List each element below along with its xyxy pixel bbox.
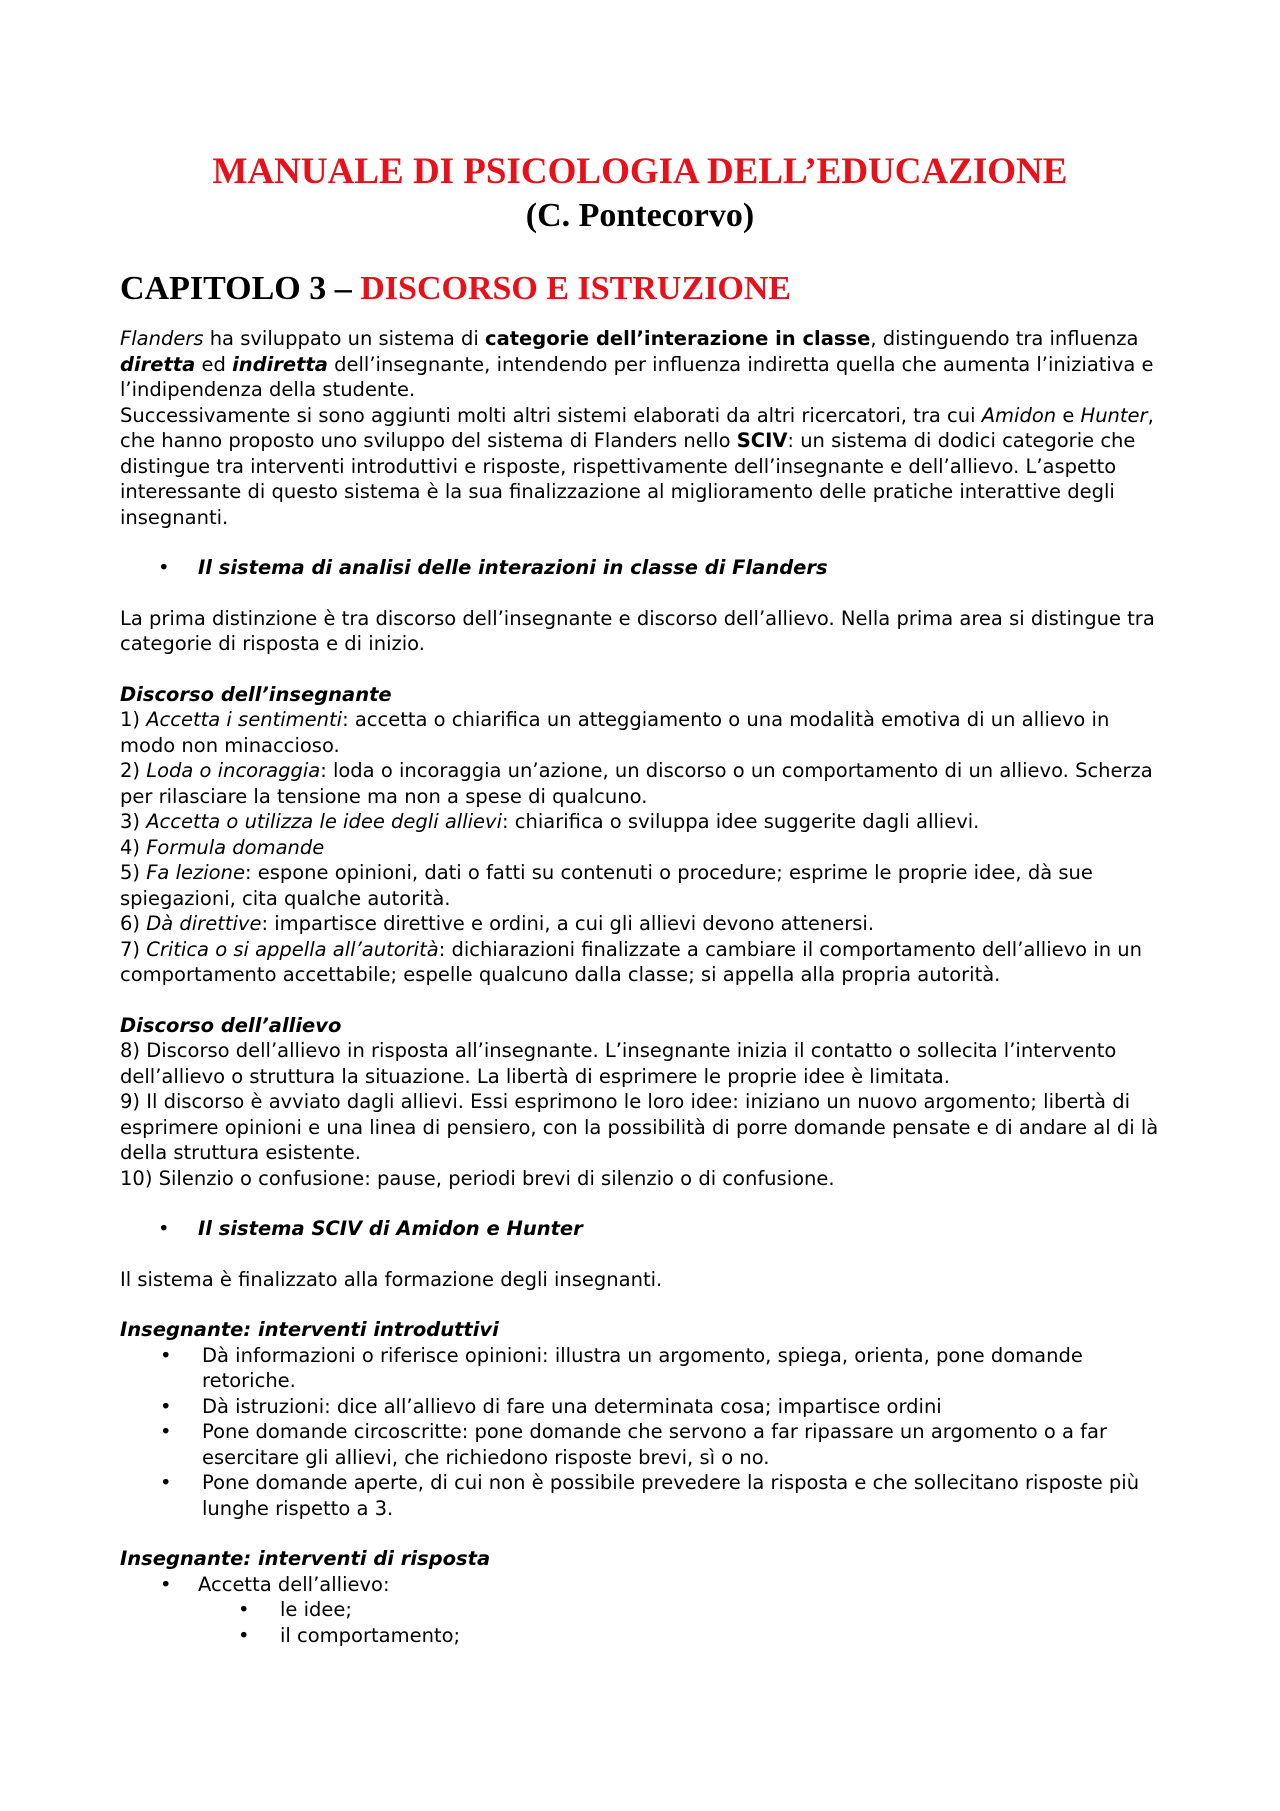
list-item-text: Dà informazioni o riferisce opinioni: illustra un argomento, spiega, orienta, pone domande retoriche. (202, 1343, 1083, 1392)
list-item-text: Pone domande aperte, di cui non è possibile prevedere la risposta e che sollecitano risposte più lunghe rispetto a 3. (202, 1471, 1140, 1520)
intro-paragraph-1 (120, 326, 1160, 403)
list-item: 10) Silenzio o confusione: pause, periodi brevi di silenzio o di confusione. (120, 1166, 835, 1190)
bullet-icon: • (160, 1420, 172, 1443)
document-author: (C. Pontecorvo) (525, 197, 755, 234)
bullet-icon: • (160, 1394, 172, 1418)
intro-categorie: categorie dell’interazione in classe (485, 327, 871, 350)
bullet-icon: • (160, 1471, 172, 1494)
section-1-heading-text: Il sistema di analisi delle interazioni in classe di Flanders (198, 556, 828, 579)
list-item-text: il comportamento; (280, 1623, 461, 1647)
list-item (120, 860, 1160, 911)
item-description: : impartisce direttive e ordini, a cui gli allievi devono attenersi. (261, 912, 875, 935)
item-number: 5) (120, 861, 147, 884)
intro-text: : un sistema di dodici categorie che distingue tra interventi introduttivi e risposte, rispettivamente dell’insegnante e dell’allievo. L’aspetto interessante di questo sistema è la sua finalizzazione al miglioramento delle pratiche interattive degli insegnanti. (120, 429, 1136, 529)
intro-hunter: Hunter (1080, 403, 1148, 427)
bullet-icon: • (158, 1217, 170, 1240)
list-item-text: Pone domande circoscritte: pone domande che servono a far ripassare un argomento o a far esercitare gli allievi, che richiedono risposte brevi, sì o no. (202, 1420, 1108, 1469)
bullet-icon: • (238, 1623, 250, 1647)
item-term: Loda o incoraggia (146, 759, 321, 782)
intro-text: ed (195, 352, 233, 376)
item-term: Accetta i sentimenti (146, 708, 343, 731)
intro-sciv: SCIV (736, 429, 788, 452)
item-description: : dichiarazioni finalizzate a cambiare il comportamento dell’allievo in un comportamento accettabile; espelle qualcuno dalla classe; si appella alla propria autorità. (120, 937, 1142, 986)
list-item (120, 1419, 1160, 1470)
intro-indiretta: indiretta (232, 352, 328, 376)
intro-text: dell’insegnante, intendendo per influenza indiretta quella che aumenta l’iniziativa e l’indipendenza della studente. (120, 352, 1154, 401)
intro-diretta: diretta (120, 352, 196, 376)
item-number: 1) (120, 708, 147, 731)
item-term: Critica o si appella all’autorità (146, 937, 439, 961)
list-item (120, 758, 1160, 809)
chapter-name: DISCORSO E ISTRUZIONE (360, 270, 792, 307)
chapter-heading (120, 268, 1160, 310)
item-term: Formula domande (146, 835, 325, 859)
item-description: : chiarifica o sviluppa idee suggerite dagli allievi. (502, 810, 980, 833)
item-description: : loda o incoraggia un’azione, un discorso o un comportamento di un allievo. Scherza per rilasciare la tensione ma non a spese di qualcuno. (120, 759, 1153, 808)
introductory-interventions-list (120, 1343, 1160, 1522)
chapter-prefix: CAPITOLO 3 – (120, 270, 361, 307)
bullet-icon: • (238, 1598, 250, 1621)
response-sublist (120, 1597, 1160, 1648)
item-number: 6) (120, 912, 147, 935)
bullet-icon: • (160, 1343, 172, 1367)
intro-flanders: Flanders (120, 327, 204, 350)
section-2-heading (120, 1216, 1160, 1242)
intro-paragraph-2 (120, 403, 1160, 531)
item-number: 4) (120, 835, 147, 859)
item-number: 3) (120, 810, 147, 833)
teacher-discourse-heading: Discorso dell’insegnante (120, 682, 392, 706)
section-2-heading-text: Il sistema SCIV di Amidon e Hunter (198, 1217, 583, 1240)
list-item (120, 1572, 1160, 1649)
student-discourse-heading: Discorso dell’allievo (120, 1013, 342, 1037)
list-item: 8) Discorso dell’allievo in risposta all’insegnante. L’insegnante inizia il contatto o sollecita l’intervento dell’allievo o struttura la situazione. La libertà di esprimere le proprie idee è limitata. (120, 1039, 1117, 1088)
intro-text: , distinguendo tra influenza (870, 327, 1139, 350)
item-description: : espone opinioni, dati o fatti su contenuti o procedure; esprime le proprie idee, dà sue spiegazioni, cita qualche autorità. (120, 861, 1093, 910)
section-1-heading (120, 555, 1160, 581)
list-item (120, 835, 1160, 861)
intro-amidon: Amidon (981, 403, 1057, 427)
list-item (120, 1597, 1160, 1623)
list-item (120, 809, 1160, 835)
intro-text: ha sviluppato un sistema di (203, 327, 486, 350)
list-item-text: Dà istruzioni: dice all’allievo di fare una determinata cosa; impartisce ordini (202, 1394, 942, 1418)
item-description: : accetta o chiarifica un atteggiamento o una modalità emotiva di un allievo in modo non minaccioso. (120, 708, 1110, 757)
item-number: 2) (120, 759, 147, 782)
section-1-intro: La prima distinzione è tra discorso dell’insegnante e discorso dell’allievo. Nella prima area si distingue tra categorie di risposta e di inizio. (120, 606, 1155, 655)
teacher-discourse-list (120, 707, 1160, 988)
item-number: 7) (120, 937, 147, 961)
document-title: MANUALE DI PSICOLOGIA DELL’EDUCAZIONE (212, 151, 1068, 192)
item-term: Fa lezione (146, 861, 245, 884)
intro-text: Successivamente si sono aggiunti molti altri sistemi elaborati da altri ricercatori, tra cui (120, 403, 982, 427)
item-term: Dà direttive (146, 912, 262, 935)
response-interventions-heading: Insegnante: interventi di risposta (120, 1547, 491, 1570)
intro-text: , che hanno proposto uno sviluppo del sistema di Flanders nello (120, 403, 1154, 452)
list-item (120, 911, 1160, 937)
list-item (120, 707, 1160, 758)
section-2-intro: Il sistema è finalizzato alla formazione degli insegnanti. (120, 1267, 663, 1291)
response-interventions-list (120, 1572, 1160, 1649)
list-item (120, 1470, 1160, 1521)
list-item (120, 1623, 1160, 1649)
list-item (120, 937, 1160, 988)
list-item-text: le idee; (280, 1598, 352, 1621)
list-item-text: Accetta dell’allievo: (198, 1572, 390, 1596)
item-term: Accetta o utilizza le idee degli allievi (146, 810, 502, 833)
list-item (120, 1343, 1160, 1394)
list-item: 9) Il discorso è avviato dagli allievi. Essi esprimono le loro idee: iniziano un nuovo argomento; libertà di esprimere opinioni e una linea di pensiero, con la possibilità di porre domande pensate e di andare al di là della struttura esistente. (120, 1090, 1159, 1164)
bullet-icon: • (160, 1572, 172, 1596)
list-item (120, 1394, 1160, 1420)
introductory-interventions-heading: Insegnante: interventi introduttivi (120, 1318, 499, 1341)
student-discourse-list (120, 1038, 1160, 1191)
bullet-icon: • (158, 556, 170, 579)
intro-text: e (1056, 403, 1081, 427)
